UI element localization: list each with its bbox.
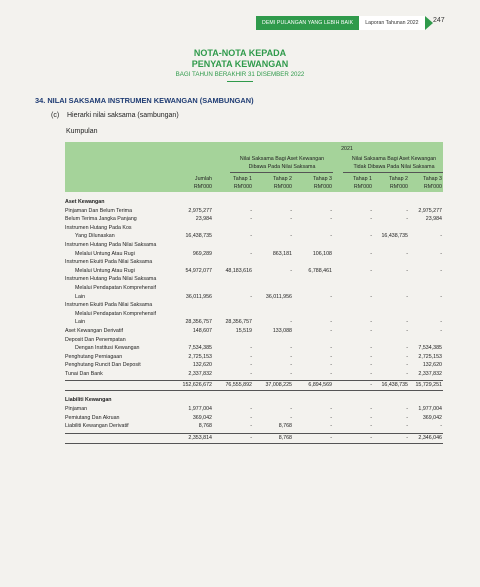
table-cell: - — [406, 327, 408, 334]
row-label: Instrumen Hutang Pada Kos — [65, 224, 132, 231]
section-title: 34. NILAI SAKSAMA INSTRUMEN KEWANGAN (SAMBUNGAN) — [35, 96, 254, 105]
title-divider — [227, 81, 253, 82]
section-heading-row — [65, 199, 443, 208]
table-cell: - — [406, 293, 408, 300]
col-header: Tahap 1 — [353, 176, 372, 182]
table-cell: - — [250, 216, 252, 223]
table-cell: 6,788,461 — [308, 267, 332, 274]
table-cell: - — [290, 345, 292, 352]
report-name: Laporan Tahunan 2022 — [359, 16, 424, 30]
table-row — [65, 354, 443, 363]
table-cell: - — [330, 406, 332, 413]
table-row — [65, 259, 443, 268]
table-cell: 2,975,277 — [188, 207, 212, 214]
title-line1: NOTA-NOTA KEPADA — [193, 48, 287, 58]
table-cell: 2,725,153 — [418, 353, 442, 360]
col-header: Tahap 2 — [389, 176, 408, 182]
table-cell: - — [290, 353, 292, 360]
table-cell: 1,977,004 — [188, 406, 212, 413]
table-row — [65, 345, 443, 354]
table-cell: - — [330, 423, 332, 430]
table-row — [65, 285, 443, 294]
subsection-text: Hierarki nilai saksama (sambungan) — [67, 112, 179, 119]
table-cell: - — [250, 207, 252, 214]
table-cell: 54,972,077 — [185, 267, 212, 274]
col-unit: RM'000 — [273, 184, 292, 190]
row-label: Aset Kewangan Derivatif — [65, 327, 124, 334]
col-unit: RM'000 — [353, 184, 372, 190]
row-label: Lain — [75, 293, 86, 300]
row-label: Instrumen Ekuiti Pada Nilai Saksama — [65, 302, 153, 309]
row-label: Melalui Pendapatan Komprehensif — [75, 310, 156, 317]
table-cell: 16,438,735 — [381, 233, 408, 240]
fv-subtitle: Dibawa Pada Nilai Saksama — [248, 164, 316, 170]
row-label: Lain — [75, 319, 86, 326]
table-cell: - — [290, 370, 292, 377]
table-cell: - — [330, 319, 332, 326]
table-cell: - — [330, 345, 332, 352]
table-cell: 28,356,757 — [225, 319, 252, 326]
col-unit: RM'000 — [389, 184, 408, 190]
page-number: 247 — [433, 17, 445, 24]
col-header: Tahap 2 — [273, 176, 292, 182]
table-cell: - — [330, 414, 332, 421]
table-cell: - — [290, 406, 292, 413]
table-cell: 15,729,251 — [415, 382, 442, 389]
col-header: Tahap 3 — [313, 176, 332, 182]
table-cell: - — [406, 406, 408, 413]
table-cell: 16,438,735 — [381, 382, 408, 389]
table-cell: - — [440, 423, 442, 430]
table-cell: - — [440, 250, 442, 257]
table-cell: - — [406, 362, 408, 369]
table-cell: 133,088 — [272, 327, 292, 334]
table-cell: - — [330, 216, 332, 223]
table-cell: - — [406, 370, 408, 377]
table-cell: - — [290, 216, 292, 223]
table-cell: - — [406, 250, 408, 257]
table-cell: - — [440, 327, 442, 334]
table-cell: - — [370, 362, 372, 369]
table-row — [65, 311, 443, 320]
table-row — [65, 362, 443, 371]
table-cell: 8,768 — [278, 434, 292, 441]
table-cell: - — [406, 353, 408, 360]
table-row — [65, 276, 443, 285]
total-row — [65, 433, 443, 444]
table-cell: 48,183,616 — [225, 267, 252, 274]
row-label: Dengan Institusi Kewangan — [75, 345, 140, 352]
table-cell: - — [406, 345, 408, 352]
table-cell: 2,725,153 — [188, 353, 212, 360]
table-cell: - — [330, 233, 332, 240]
table-cell: - — [290, 207, 292, 214]
table-row — [65, 371, 443, 380]
table-cell: - — [370, 423, 372, 430]
col-unit: RM'000 — [313, 184, 332, 190]
table-row — [65, 208, 443, 217]
table-cell: - — [406, 423, 408, 430]
table-row — [65, 423, 443, 432]
table-cell: - — [370, 250, 372, 257]
year-label: 2021 — [341, 146, 353, 152]
table-cell: 36,011,956 — [185, 293, 212, 300]
table-header — [65, 142, 443, 192]
table-cell: - — [370, 207, 372, 214]
table-cell: - — [290, 233, 292, 240]
table-cell: - — [370, 327, 372, 334]
table-cell: - — [250, 353, 252, 360]
table-cell: - — [330, 353, 332, 360]
row-label: Instrumen Hutang Pada Nilai Saksama — [65, 241, 157, 248]
table-cell: 7,534,385 — [418, 345, 442, 352]
table-cell: - — [250, 370, 252, 377]
table-cell: - — [370, 406, 372, 413]
table-cell: 23,984 — [425, 216, 442, 223]
subsection-label: (c) — [51, 112, 60, 119]
table-row — [65, 328, 443, 337]
table-cell: - — [370, 345, 372, 352]
table-cell: 863,181 — [272, 250, 292, 257]
table-row — [65, 225, 443, 234]
table-row — [65, 268, 443, 277]
table-cell: - — [440, 293, 442, 300]
table-cell: - — [290, 414, 292, 421]
table-cell: 7,534,385 — [188, 345, 212, 352]
table-cell: 369,042 — [422, 414, 442, 421]
row-label: Yang Dilunaskan — [75, 233, 115, 240]
row-label: Deposit Dan Penempatan — [65, 336, 126, 343]
arrow-icon — [425, 16, 433, 30]
table-cell: - — [330, 362, 332, 369]
table-cell: - — [250, 250, 252, 257]
table-body — [65, 199, 443, 444]
table-cell: 8,768 — [278, 423, 292, 430]
table-cell: - — [406, 319, 408, 326]
table-cell: - — [406, 434, 408, 441]
row-label: Penghutang Perniagaan — [65, 353, 123, 360]
row-label: Tunai Dan Bank — [65, 370, 103, 377]
table-cell: - — [370, 293, 372, 300]
table-cell: 16,438,735 — [185, 233, 212, 240]
title-subtitle: BAGI TAHUN BERAKHIR 31 DISEMBER 2022 — [175, 71, 305, 78]
table-cell: - — [406, 207, 408, 214]
table-cell: 1,977,004 — [418, 406, 442, 413]
table-row — [65, 242, 443, 251]
table-cell: - — [250, 362, 252, 369]
table-row — [65, 233, 443, 242]
table-cell: - — [250, 414, 252, 421]
table-cell: 37,008,225 — [265, 382, 292, 389]
group-title: Kumpulan — [66, 128, 98, 135]
col-unit: RM'000 — [193, 184, 212, 190]
table-cell: - — [370, 382, 372, 389]
table-cell: - — [406, 414, 408, 421]
table-cell: 132,620 — [192, 362, 212, 369]
table-cell: - — [370, 353, 372, 360]
row-label: Liabiliti Kewangan — [65, 397, 112, 404]
table-cell: - — [290, 319, 292, 326]
table-cell: - — [330, 207, 332, 214]
table-cell: 28,356,757 — [185, 319, 212, 326]
table-cell: - — [330, 370, 332, 377]
table-row — [65, 216, 443, 225]
title-line2: PENYATA KEWANGAN — [191, 59, 289, 69]
col-header: Tahap 1 — [233, 176, 252, 182]
row-label: Melalui Pendapatan Komprehensif — [75, 284, 156, 291]
row-label: Instrumen Ekuiti Pada Nilai Saksama — [65, 259, 153, 266]
row-label: Pinjaman Dan Belum Terima — [65, 207, 133, 214]
row-label: Liabiliti Kewangan Derivatif — [65, 423, 129, 430]
table-cell: 76,555,892 — [225, 382, 252, 389]
table-cell: - — [250, 345, 252, 352]
table-row — [65, 302, 443, 311]
table-cell: - — [370, 414, 372, 421]
nfv-title: Nilai Saksama Bagi Aset Kewangan — [351, 156, 437, 162]
row-label: Penghutang Runcit Dan Deposit — [65, 362, 141, 369]
fv-title: Nilai Saksama Bagi Aset Kewangan — [239, 156, 325, 162]
table-cell: 2,353,814 — [188, 434, 212, 441]
table-cell: 148,607 — [192, 327, 212, 334]
table-cell: - — [440, 267, 442, 274]
table-cell: - — [250, 406, 252, 413]
nfv-rule — [343, 172, 443, 173]
table-cell: 152,626,672 — [182, 382, 212, 389]
table-cell: - — [370, 216, 372, 223]
table-cell: 15,519 — [235, 327, 252, 334]
col-unit: RM'000 — [233, 184, 252, 190]
table-cell: 6,894,569 — [308, 382, 332, 389]
total-row — [65, 380, 443, 391]
row-label: Melalui Untung Atau Rugi — [75, 250, 135, 257]
table-cell: - — [406, 216, 408, 223]
bank-tagline: DEMI PULANGAN YANG LEBIH BAIK — [256, 16, 359, 30]
table-cell: - — [250, 293, 252, 300]
table-cell: - — [370, 319, 372, 326]
table-row — [65, 319, 443, 328]
table-cell: 2,975,277 — [418, 207, 442, 214]
table-cell: - — [330, 293, 332, 300]
table-cell: - — [290, 267, 292, 274]
table-cell: - — [406, 267, 408, 274]
table-cell: 2,346,046 — [418, 434, 442, 441]
table-cell: - — [250, 233, 252, 240]
table-cell: 8,768 — [198, 423, 212, 430]
table-cell: 106,108 — [312, 250, 332, 257]
col-unit: RM'000 — [423, 184, 442, 190]
table-cell: 369,042 — [192, 414, 212, 421]
row-label: Belum Terima Jangka Panjang — [65, 216, 137, 223]
header-bar — [256, 16, 433, 30]
table-row — [65, 406, 443, 415]
col-header: Jumlah — [194, 176, 212, 182]
section-heading-row — [65, 397, 443, 406]
col-header: Tahap 3 — [423, 176, 442, 182]
table-cell: 2,337,832 — [418, 370, 442, 377]
table-row — [65, 337, 443, 346]
table-cell: - — [290, 362, 292, 369]
table-cell: - — [440, 233, 442, 240]
table-cell: - — [250, 423, 252, 430]
row-label: Melalui Untung Atau Rugi — [75, 267, 135, 274]
table-row — [65, 294, 443, 303]
table-cell: - — [440, 319, 442, 326]
table-cell: - — [250, 434, 252, 441]
table-cell: 36,011,956 — [265, 293, 292, 300]
table-cell: - — [330, 434, 332, 441]
table-cell: 2,337,832 — [188, 370, 212, 377]
table-cell: - — [330, 327, 332, 334]
table-row — [65, 415, 443, 424]
subsection-title — [51, 112, 179, 119]
row-label: Instrumen Hutang Pada Nilai Saksama — [65, 276, 157, 283]
table-cell: - — [370, 267, 372, 274]
table-cell: 23,984 — [195, 216, 212, 223]
fv-rule — [230, 172, 333, 173]
table-cell: 132,620 — [422, 362, 442, 369]
row-label: Pinjaman — [65, 406, 88, 413]
row-label: Pemiutang Dan Akruan — [65, 414, 120, 421]
table-cell: - — [370, 233, 372, 240]
table-cell: 969,289 — [192, 250, 212, 257]
row-label: Aset Kewangan — [65, 199, 105, 205]
table-row — [65, 251, 443, 260]
table-cell: - — [370, 370, 372, 377]
table-cell: - — [370, 434, 372, 441]
nfv-subtitle: Tidak Dibawa Pada Nilai Saksama — [353, 164, 435, 170]
page-heading — [0, 48, 480, 82]
